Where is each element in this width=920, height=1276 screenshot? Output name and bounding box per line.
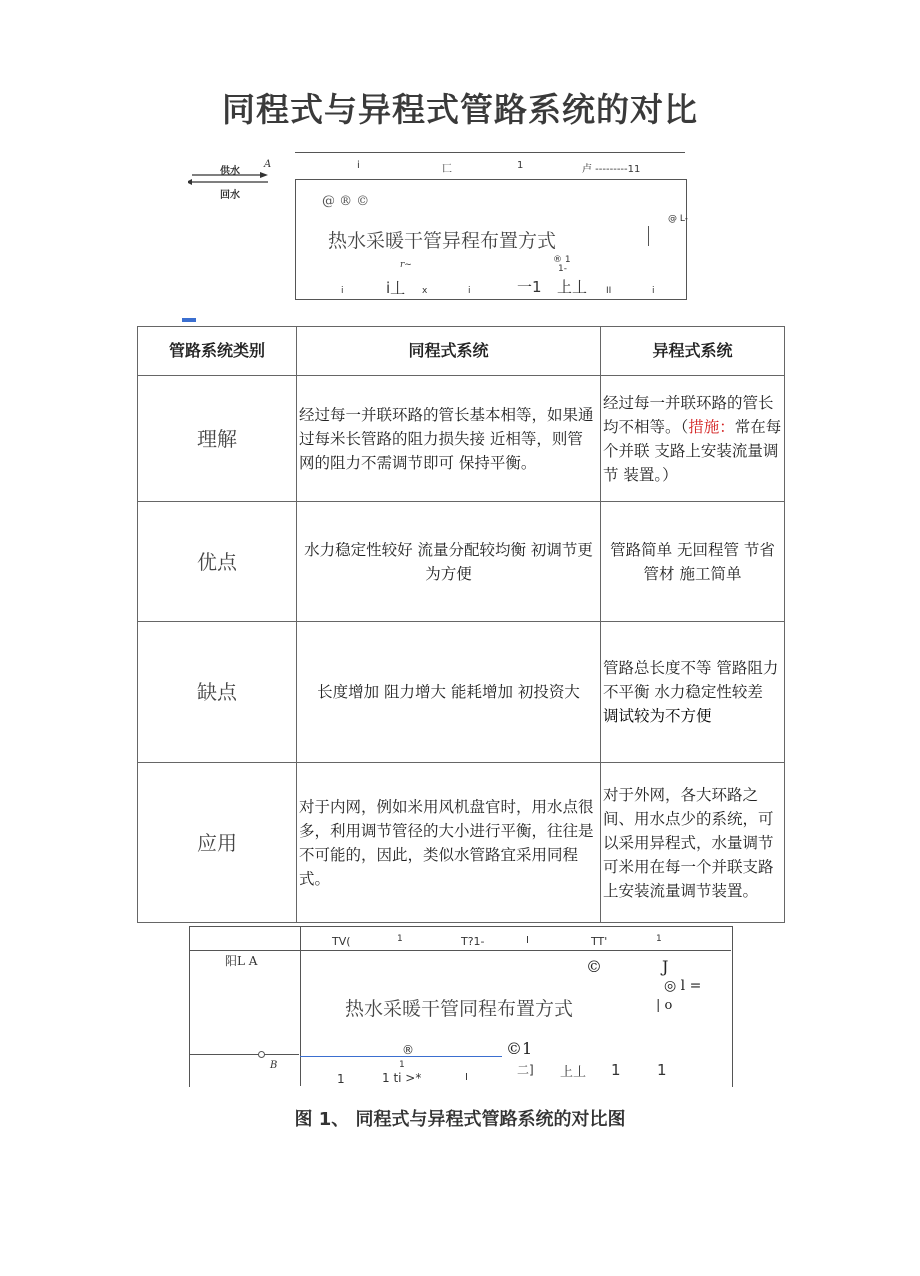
bottom-mark: i	[652, 286, 655, 296]
bottom-mark: II	[606, 286, 612, 296]
table-header-row	[138, 327, 785, 376]
top-mark: i	[357, 160, 360, 171]
column-header: 管路系统类别	[138, 327, 297, 376]
row-label: 优点	[138, 502, 297, 622]
page-title: 同程式与异程式管路系统的对比	[222, 90, 698, 129]
top-mark: 1	[656, 934, 662, 944]
diagram2-top-pipe	[189, 950, 731, 951]
diagram1-riser	[648, 226, 649, 246]
top-mark: T?1-	[461, 935, 485, 948]
same-range-cell: 水力稳定性较好 流量分配较均衡 初调节更为方便	[297, 502, 601, 622]
column-header: 同程式系统	[297, 327, 601, 376]
column-header: 异程式系统	[601, 327, 785, 376]
return-label: 回水	[220, 190, 240, 201]
table-row	[138, 502, 785, 622]
bottom-mark: x	[422, 286, 428, 296]
diagram2-caption: 热水采暖干管同程布置方式	[345, 998, 574, 1020]
top-mark: 匸	[442, 164, 452, 175]
comparison-table	[137, 326, 785, 923]
bottom-mark: I	[465, 1072, 468, 1083]
symbols: @ ® ©	[322, 194, 370, 209]
reverse-range-cell: 对于外网，各大环路之间、用水点少的系统，可以采用异程式，水量调节可米用在每一个并联支路上安装流量调节装置。	[601, 763, 785, 923]
figure-caption: 图 1、 同程式与异程式管路系统的对比图	[294, 1109, 626, 1130]
bottom-mark: i	[341, 286, 344, 296]
mark-1dash: 1-	[558, 264, 567, 274]
point-a-label: 阳L A	[225, 954, 258, 968]
same-range-cell: 长度增加 阻力增大 能耗增加 初投资大	[297, 622, 601, 763]
reverse-range-cell	[601, 376, 785, 502]
point-b-label: B	[270, 1060, 278, 1071]
diagram2-mid-pipe	[300, 1056, 502, 1057]
side-mark: @ L-	[668, 214, 688, 224]
scan-artifact	[182, 318, 196, 322]
bottom-mark: 上丄	[557, 278, 588, 296]
reverse-range-cell	[601, 622, 785, 763]
same-range-cell: 经过每一并联环路的管长基本相等，如果通过每米长管路的阻力损失接 近相等，则管网的阻力不需调节即可 保持平衡。	[297, 376, 601, 502]
cell-text: 调试较为不方便	[603, 707, 712, 725]
diagram2-return-pipe	[189, 1054, 299, 1055]
diagram1-caption: 热水采暖干管异程布置方式	[328, 230, 557, 252]
point-a-label: A	[264, 159, 272, 170]
cell-text: 经过每一并联环路的管长均不相等。（	[603, 393, 774, 436]
top-mark: 卢 ---------11	[582, 164, 641, 175]
bottom-mark: 1	[657, 1061, 667, 1079]
symbol-c: ©	[586, 957, 602, 976]
bottom-mark: 1 ti >*	[382, 1071, 422, 1085]
symbol-c2: ◎ l =	[664, 978, 702, 994]
bottom-mark: 1	[337, 1072, 345, 1086]
diagram1-top-line	[295, 152, 685, 153]
reverse-range-cell: 管路简单 无回程管 节省管材 施工简单	[601, 502, 785, 622]
measure-label: 措施：	[688, 417, 735, 436]
mark-one: 1	[399, 1060, 405, 1070]
supply-return-arrows	[188, 158, 298, 198]
bottom-mark: i丄	[386, 279, 406, 297]
top-mark: TV(	[332, 935, 351, 948]
bottom-mark: 一1	[517, 278, 542, 296]
supply-label: 供水	[220, 166, 240, 177]
top-mark: TT'	[591, 935, 608, 948]
bottom-mark: 二]	[517, 1063, 534, 1077]
row-label: 缺点	[138, 622, 297, 763]
top-mark: 1	[517, 160, 524, 171]
bottom-mark: 上丄	[560, 1065, 587, 1080]
mark-r1: ® 1	[553, 255, 571, 265]
cell-text: 常在每个并联 支路上安装流量调节 装置。）	[603, 417, 782, 484]
symbol-o: | o	[656, 998, 673, 1013]
symbol-j: J	[662, 957, 669, 976]
same-range-cell: 对于内网，例如米用风机盘官时，用水点很多，利用调节管径的大小进行平衡，往往是不可能的，因此，类似水管路宜采用同程式。	[297, 763, 601, 923]
top-mark: I	[526, 935, 529, 946]
row-label: 应用	[138, 763, 297, 923]
bottom-mark: i	[468, 286, 471, 296]
bottom-mark: 1	[611, 1061, 621, 1079]
mid-mark: ®	[402, 1043, 414, 1057]
diagram2-left-riser	[300, 926, 301, 1086]
mark-c1: ©1	[506, 1039, 533, 1058]
cell-text: 管路总长度不等 管路阻力不平衡 水力稳定性较差	[603, 659, 779, 701]
table-row	[138, 376, 785, 502]
top-mark: 1	[397, 934, 403, 944]
row-label: 理解	[138, 376, 297, 502]
table-row	[138, 622, 785, 763]
table-row	[138, 763, 785, 923]
mark-r: r~	[400, 260, 412, 270]
valve-icon	[258, 1051, 265, 1058]
